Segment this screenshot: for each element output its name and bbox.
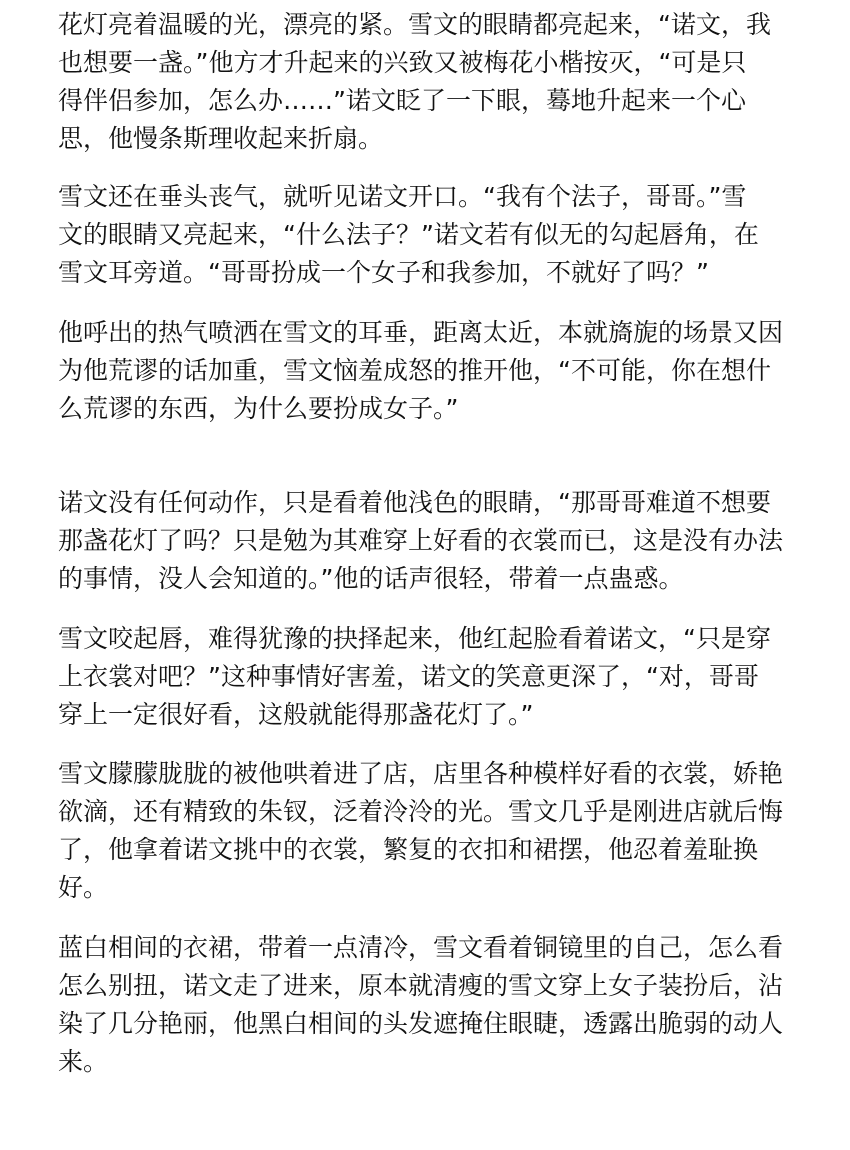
paragraph-4 (58, 484, 798, 598)
text-line: 了，他拿着诺文挑中的衣裳，繁复的衣扣和裙摆，他忍着羞耻换 (58, 835, 759, 864)
text-line: 得伴侣参加，怎么办……”诺文眨了一下眼，蓦地升起来一个心 (58, 86, 746, 115)
paragraph-5 (58, 620, 798, 734)
paragraph-2 (58, 178, 798, 292)
text-line: 雪文还在垂头丧气，就听见诺文开口。“我有个法子，哥哥。”雪 (58, 182, 747, 211)
text-line: 文的眼睛又亮起来，“什么法子？”诺文若有似无的勾起唇角，在 (58, 220, 759, 249)
text-line: 雪文耳旁道。“哥哥扮成一个女子和我参加，不就好了吗？” (58, 258, 709, 287)
text-line: 来。 (58, 1047, 109, 1076)
paragraph-6 (58, 755, 798, 907)
text-line: 雪文朦朦胧胧的被他哄着进了店，店里各种模样好看的衣裳，娇艳 (58, 759, 784, 788)
text-line: 欲滴，还有精致的朱钗，泛着泠泠的光。雪文几乎是刚进店就后悔 (58, 797, 784, 826)
text-line: 的事情，没人会知道的。”他的话声很轻，带着一点蛊惑。 (58, 564, 684, 593)
text-line: 他呼出的热气喷洒在雪文的耳垂，距离太近，本就旖旎的场景又因 (58, 318, 784, 347)
text-line: 么荒谬的东西，为什么要扮成女子。” (58, 394, 459, 423)
text-line: 为他荒谬的话加重，雪文恼羞成怒的推开他，“不可能，你在想什 (58, 356, 771, 385)
text-line: 雪文咬起唇，难得犹豫的抉择起来，他红起脸看着诺文，“只是穿 (58, 624, 771, 653)
text-line: 怎么别扭，诺文走了进来，原本就清瘦的雪文穿上女子装扮后，沾 (58, 971, 784, 1000)
text-line: 思，他慢条斯理收起来折扇。 (58, 124, 384, 153)
text-line: 花灯亮着温暖的光，漂亮的紧。雪文的眼睛都亮起来，“诺文，我 (58, 10, 771, 39)
text-line: 上衣裳对吧？”这种事情好害羞，诺文的笑意更深了，“对，哥哥 (58, 662, 759, 691)
paragraph-1 (58, 6, 798, 158)
text-line: 诺文没有任何动作，只是看着他浅色的眼睛，“那哥哥难道不想要 (58, 488, 771, 517)
text-line: 穿上一定很好看，这般就能得那盏花灯了。” (58, 700, 534, 729)
text-line: 蓝白相间的衣裙，带着一点清冷，雪文看着铜镜里的自己，怎么看 (58, 933, 784, 962)
paragraph-7 (58, 929, 798, 1081)
text-line: 也想要一盏。”他方才升起来的兴致又被梅花小楷按灭，“可是只 (58, 48, 747, 77)
paragraph-3 (58, 314, 798, 428)
text-line: 好。 (58, 873, 109, 902)
text-line: 染了几分艳丽，他黑白相间的头发遮掩住眼睫，透露出脆弱的动人 (58, 1009, 784, 1038)
text-line: 那盏花灯了吗？只是勉为其难穿上好看的衣裳而已，这是没有办法 (58, 526, 784, 555)
